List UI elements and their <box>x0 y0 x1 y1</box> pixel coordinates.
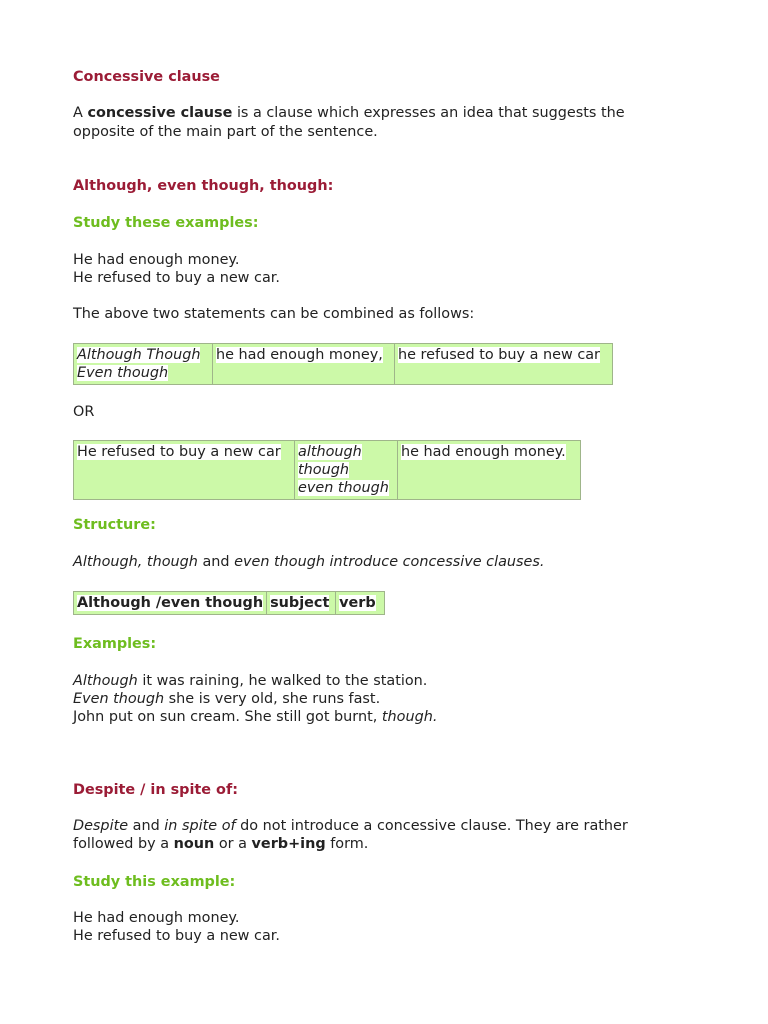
study-heading-1: Study these examples: <box>73 215 259 231</box>
structure-cell-verb <box>336 592 385 615</box>
intro-term: concessive clause <box>87 105 233 121</box>
structure-subject-text: subject <box>270 595 330 611</box>
table1-main-text: he refused to buy a new car <box>398 347 600 363</box>
despite-and: and <box>132 818 160 834</box>
table2-cell-main <box>74 441 295 500</box>
table2-conj-line-3: even though <box>298 480 389 496</box>
structure-words-1: Although, though <box>73 554 198 570</box>
page-title: Concessive clause <box>73 69 220 85</box>
structure-conj-text: Although /even though <box>77 595 264 611</box>
despite-form: form. <box>330 836 369 852</box>
example-sentence-3 <box>73 708 437 726</box>
example-3-italic: though. <box>381 709 438 725</box>
study-heading-2: Study this example: <box>73 874 236 890</box>
table1-conj-line-1: Although Though <box>77 347 201 363</box>
example-table-1 <box>73 343 613 385</box>
despite-verbing: verb+ing <box>251 836 326 852</box>
table1-cell-main <box>395 344 613 385</box>
structure-and: and <box>202 554 230 570</box>
despite-or: or a <box>218 836 247 852</box>
example-line-1b: He refused to buy a new car. <box>73 270 280 286</box>
example-sentence-1 <box>73 672 427 690</box>
structure-text <box>73 553 544 571</box>
example-line-1a: He had enough money. <box>73 252 240 268</box>
table2-clause-text: he had enough money. <box>401 444 566 460</box>
section2-heading: Despite / in spite of: <box>73 782 238 798</box>
example-2-text: she is very old, she runs fast. <box>164 691 381 707</box>
despite-line-2 <box>73 835 368 853</box>
table2-cell-clause <box>398 441 581 500</box>
example-2-italic: Even though <box>73 691 165 707</box>
structure-cell-conjunction <box>74 592 267 615</box>
example-1-italic: Although <box>73 673 138 689</box>
or-text: OR <box>73 404 95 420</box>
intro-rest-1: is a clause which expresses an idea that suggests the <box>236 105 625 121</box>
in-spite-of-word: in spite of <box>164 818 236 834</box>
table2-main-text: He refused to buy a new car <box>77 444 281 460</box>
example-line-2b: He refused to buy a new car. <box>73 928 280 944</box>
despite-word: Despite <box>73 818 129 834</box>
table1-cell-clause <box>213 344 395 385</box>
example-sentence-2 <box>73 690 380 708</box>
despite-noun: noun <box>173 836 215 852</box>
table1-cell-conjunctions <box>74 344 213 385</box>
example-table-2 <box>73 440 581 500</box>
example-line-2a: He had enough money. <box>73 910 240 926</box>
structure-cell-subject <box>267 592 336 615</box>
despite-line-1 <box>73 817 628 835</box>
section1-heading: Although, even though, though: <box>73 178 334 194</box>
structure-table <box>73 591 385 615</box>
examples-heading: Examples: <box>73 636 157 652</box>
intro-line-1 <box>73 104 625 122</box>
example-3-text: John put on sun cream. She still got burnt, <box>73 709 382 725</box>
intro-line-2: opposite of the main part of the sentence. <box>73 124 378 140</box>
structure-verb-text: verb <box>339 595 376 611</box>
table1-clause-text: he had enough money, <box>216 347 383 363</box>
table2-conj-line-1: although <box>298 444 362 460</box>
structure-heading: Structure: <box>73 517 156 533</box>
combine-text: The above two statements can be combined as follows: <box>73 306 475 322</box>
table2-conj-line-2: though <box>298 462 349 478</box>
example-1-text: it was raining, he walked to the station. <box>137 673 428 689</box>
table1-conj-line-2: Even though <box>77 365 169 381</box>
intro-article: A <box>73 105 83 121</box>
despite-followed: followed by a <box>73 836 170 852</box>
structure-words-2: even though introduce concessive clauses. <box>234 554 545 570</box>
despite-rest-1: do not introduce a concessive clause. They are rather <box>240 818 628 834</box>
table2-cell-conjunctions <box>295 441 398 500</box>
